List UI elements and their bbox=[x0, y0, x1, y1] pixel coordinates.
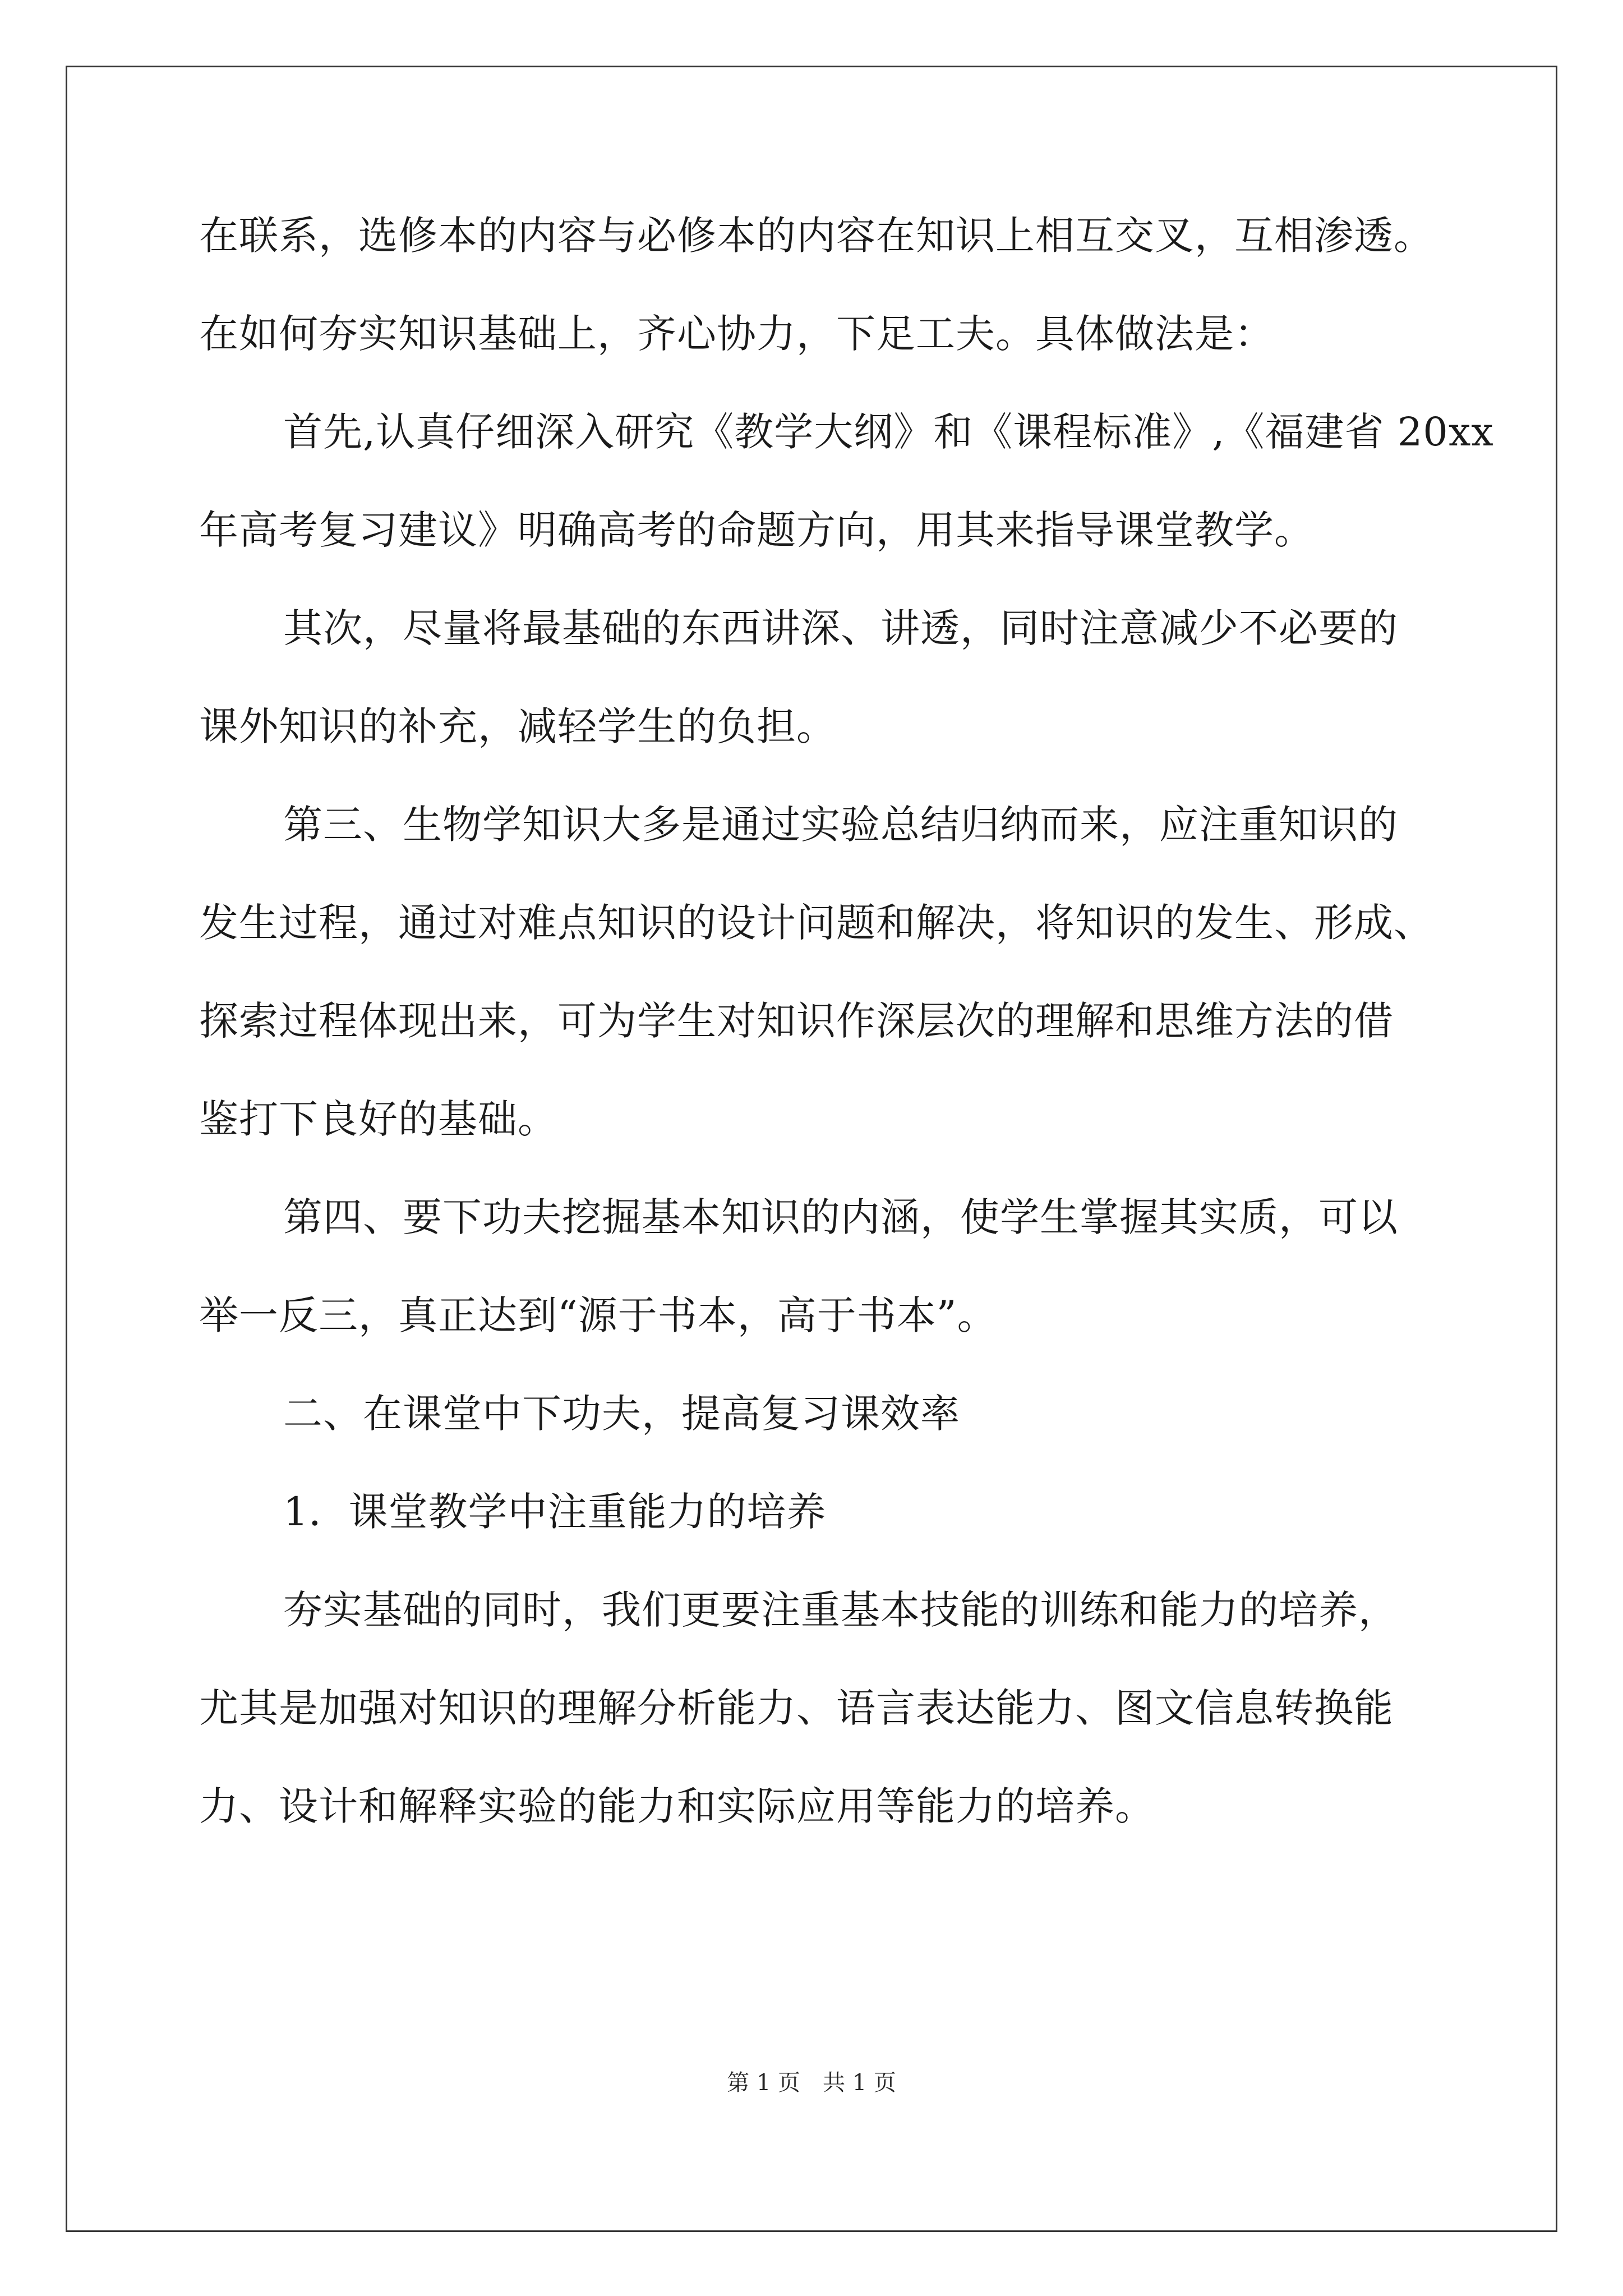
paragraph-first-line: 首先,认真仔细深入研究《教学大纲》和《课程标准》,《福建省 20xx bbox=[283, 409, 1494, 455]
text-line: 年高考复习建议》明确高考的命题方向，用其来指导课堂教学。 bbox=[199, 507, 1314, 553]
text-line: 举一反三，真正达到“源于书本，高于书本”。 bbox=[199, 1292, 997, 1338]
page-number-footer: 第 1 页 共 1 页 bbox=[727, 2070, 896, 2096]
text-line: 发生过程，通过对难点知识的设计问题和解决，将知识的发生、形成、 bbox=[199, 900, 1433, 946]
paragraph-first-line: 第四、要下功夫挖掘基本知识的内涵，使学生掌握其实质，可以 bbox=[283, 1194, 1398, 1240]
text-line: 探索过程体现出来，可为学生对知识作深层次的理解和思维方法的借 bbox=[199, 998, 1394, 1044]
section-heading: 二、在课堂中下功夫，提高复习课效率 bbox=[283, 1391, 960, 1437]
text-line: 力、设计和解释实验的能力和实际应用等能力的培养。 bbox=[199, 1783, 1155, 1829]
text-line: 尤其是加强对知识的理解分析能力、语言表达能力、图文信息转换能 bbox=[199, 1685, 1394, 1731]
text-line: 鉴打下良好的基础。 bbox=[199, 1096, 557, 1142]
page-border bbox=[66, 66, 1557, 2232]
paragraph-first-line: 夯实基础的同时，我们更要注重基本技能的训练和能力的培养， bbox=[283, 1587, 1398, 1633]
text-line: 课外知识的补充，减轻学生的负担。 bbox=[199, 703, 836, 749]
paragraph-first-line: 其次，尽量将最基础的东西讲深、讲透，同时注意减少不必要的 bbox=[283, 605, 1398, 651]
paragraph-first-line: 第三、生物学知识大多是通过实验总结归纳而来，应注重知识的 bbox=[283, 802, 1398, 848]
subsection-heading: 1．课堂教学中注重能力的培养 bbox=[283, 1489, 827, 1535]
text-line: 在联系，选修本的内容与必修本的内容在知识上相互交叉，互相渗透。 bbox=[199, 213, 1433, 259]
text-line: 在如何夯实知识基础上，齐心协力，下足工夫。具体做法是： bbox=[199, 311, 1274, 357]
